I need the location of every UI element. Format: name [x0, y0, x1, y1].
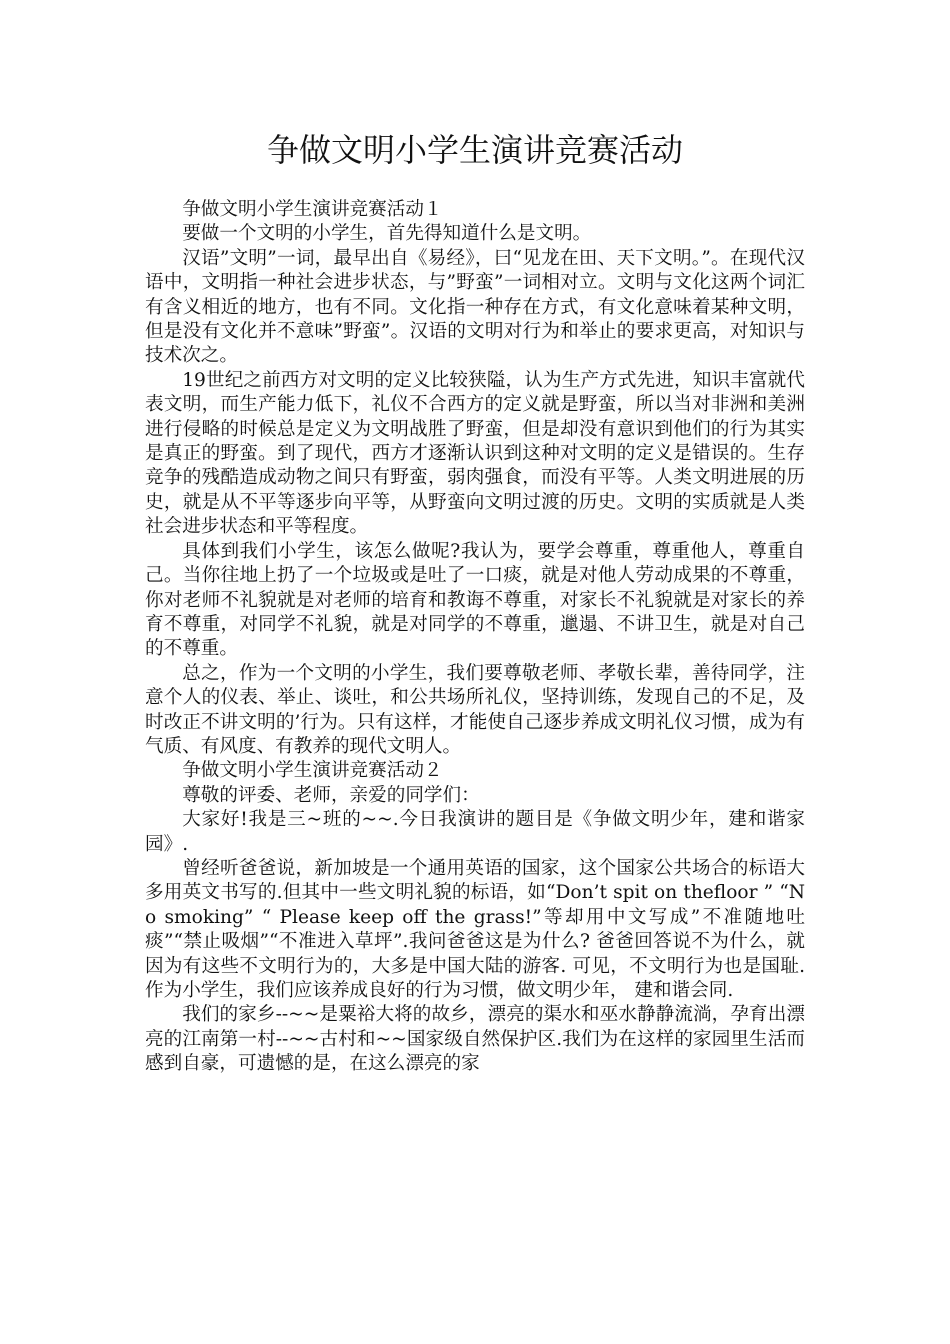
paragraph: 曾经听爸爸说，新加坡是一个通用英语的国家，这个国家公共场合的标语大多用英文书写的.但其中一些文明礼貌的标语，如“Don’t spit on thefloor ” “No smoking” “ Please keep off the grass!”等却用中文写成”不准随地吐痰”“禁止吸烟”“不准进入草坪”.我问爸爸这是为什么? 爸爸回答说不为什么，就因为有这些不文明行为的，大多是中国大陆的游客. 可见，不文明行为也是国耻.作为小学生，我们应该养成良好的行为习惯，做文明少年， 建和谐会同. [145, 857, 805, 1001]
paragraph: 具体到我们小学生，该怎么做呢?我认为，要学会尊重，尊重他人，尊重自己。当你往地上扔了一个垃圾或是吐了一口痰，就是对他人劳动成果的不尊重，你对老师不礼貌就是对老师的培育和教诲不尊重，对家长不礼貌就是对家长的养育不尊重，对同学不礼貌，就是对同学的不尊重，邋遢、不讲卫生，就是对自己的不尊重。 [145, 540, 805, 660]
paragraph: 19世纪之前西方对文明的定义比较狭隘，认为生产方式先进，知识丰富就代表文明，而生产能力低下，礼仪不合西方的定义就是野蛮，所以当对非洲和美洲进行侵略的时候总是定义为文明战胜了野蛮，但是却没有意识到他们的行为其实是真正的野蛮。到了现代，西方才逐渐认识到这种对文明的定义是错误的。生存竞争的残酷造成动物之间只有野蛮，弱肉强食，而没有平等。人类文明进展的历史，就是从不平等逐步向平等，从野蛮向文明过渡的历史。文明的实质就是人类社会进步状态和平等程度。 [145, 369, 805, 538]
document-page [145, 0, 805, 1344]
paragraph: 汉语”文明”一词，最早出自《易经》，曰“见龙在田、天下文明。”。在现代汉语中，文明指一种社会进步状态，与”野蛮”一词相对立。文明与文化这两个词汇有含义相近的地方，也有不同。文化指一种存在方式，有文化意味着某种文明，但是没有文化并不意味”野蛮”。汉语的文明对行为和举止的要求更高，对知识与技术次之。 [145, 247, 805, 367]
paragraph: 大家好!我是三~班的~~.今日我演讲的题目是《争做文明少年，建和谐家园》. [145, 809, 805, 855]
paragraph-greeting: 尊敬的评委、老师，亲爱的同学们： [182, 784, 480, 806]
paragraph-subtitle-1: 争做文明小学生演讲竞赛活动１ [182, 199, 443, 220]
paragraph-subtitle-2: 争做文明小学生演讲竞赛活动２ [182, 760, 443, 782]
paragraph: 要做一个文明的小学生，首先得知道什么是文明。 [182, 223, 592, 245]
paragraph: 我们的家乡--~~是粟裕大将的故乡，漂亮的渠水和巫水静静流淌，孕育出漂亮的江南第一村--~~古村和~~国家级自然保护区.我们为在这样的家园里生活而感到自豪，可遗憾的是，在这么漂亮的家 [145, 1004, 805, 1075]
paragraph: 总之，作为一个文明的小学生，我们要尊敬老师、孝敬长辈，善待同学，注意个人的仪表、举止、谈吐，和公共场所礼仪，坚持训练，发现自己的不足，及时改正不讲文明的’行为。只有这样，才能使自己逐步养成文明礼仪习惯，成为有气质、有风度、有教养的现代文明人。 [145, 662, 805, 757]
document-body [145, 198, 805, 1077]
document-title: 争做文明小学生演讲竞赛活动 [266, 131, 683, 169]
